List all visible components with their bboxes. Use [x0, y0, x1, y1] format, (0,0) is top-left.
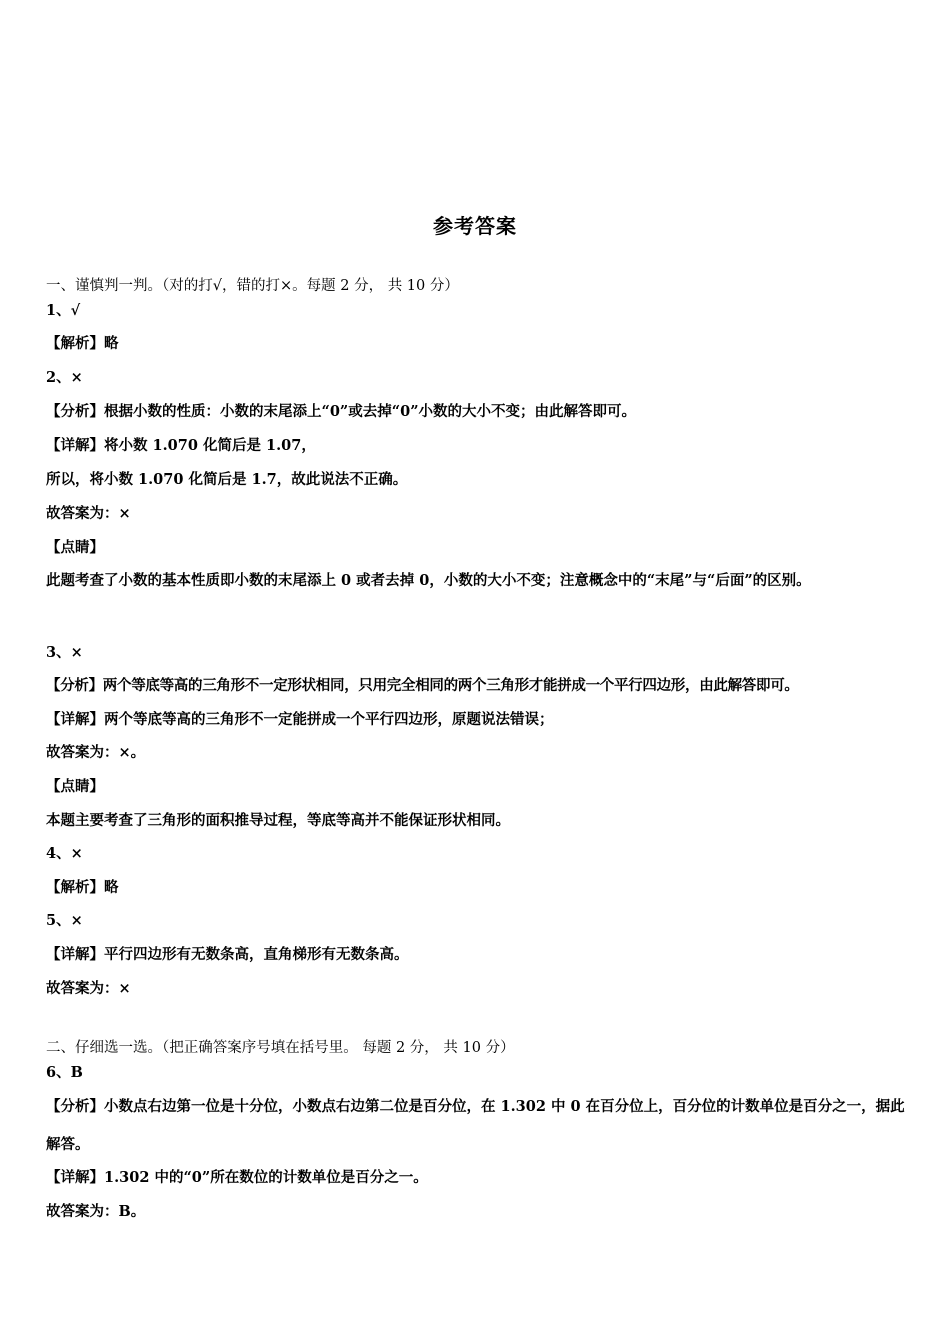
- analysis-1: 【解析】略: [46, 335, 119, 352]
- detail-3: 【详解】两个等底等高的三角形不一定能拼成一个平行四边形，原题说法错误；: [46, 711, 554, 728]
- note-text-2: 此题考查了小数的基本性质即小数的末尾添上 0 或者去掉 0，小数的大小不变；注意概念中的“末尾”与“后面”的区别。: [46, 572, 811, 589]
- answer-item-6: 6、B: [46, 1064, 83, 1081]
- note-text-3: 本题主要考查了三角形的面积推导过程，等底等高并不能保证形状相同。: [46, 812, 510, 829]
- detail-2-continued: 所以，将小数 1.070 化简后是 1.7，故此说法不正确。: [46, 471, 408, 488]
- answer-item-3: 3、×: [46, 644, 83, 661]
- note-heading-3: 【点睛】: [46, 778, 104, 795]
- answer-result-6: 故答案为：B。: [46, 1203, 146, 1220]
- answer-item-2: 2、×: [46, 369, 83, 386]
- answer-item-4: 4、×: [46, 845, 83, 862]
- section-heading-1: 一、谨慎判一判。（对的打√，错的打×。每题 2 分， 共 10 分）: [46, 278, 459, 294]
- answer-result-5: 故答案为：×: [46, 980, 131, 997]
- analysis-3: 【分析】两个等底等高的三角形不一定形状相同，只用完全相同的两个三角形才能拼成一个平行四边形，由此解答即可。: [46, 677, 799, 694]
- answer-item-1: 1、√: [46, 302, 81, 319]
- answer-item-5: 5、×: [46, 912, 83, 929]
- detail-5: 【详解】平行四边形有无数条高，直角梯形有无数条高。: [46, 946, 409, 963]
- answer-result-2: 故答案为：×: [46, 505, 131, 522]
- note-heading-2: 【点睛】: [46, 539, 104, 556]
- detail-6: 【详解】1.302 中的“0”所在数位的计数单位是百分之一。: [46, 1169, 428, 1186]
- page-title: 参考答案: [433, 214, 517, 238]
- analysis-6: 【分析】小数点右边第一位是十分位，小数点右边第二位是百分位，在 1.302 中 0 在百分位上，百分位的计数单位是百分之一，据此解答。: [46, 1098, 905, 1153]
- analysis-2: 【分析】根据小数的性质：小数的末尾添上“0”或去掉“0”小数的大小不变；由此解答即可。: [46, 403, 637, 420]
- analysis-4: 【解析】略: [46, 879, 119, 896]
- section-heading-2: 二、仔细选一选。（把正确答案序号填在括号里。 每题 2 分， 共 10 分）: [46, 1040, 515, 1056]
- answer-result-3: 故答案为：×。: [46, 744, 146, 761]
- detail-2: 【详解】将小数 1.070 化简后是 1.07，: [46, 437, 316, 454]
